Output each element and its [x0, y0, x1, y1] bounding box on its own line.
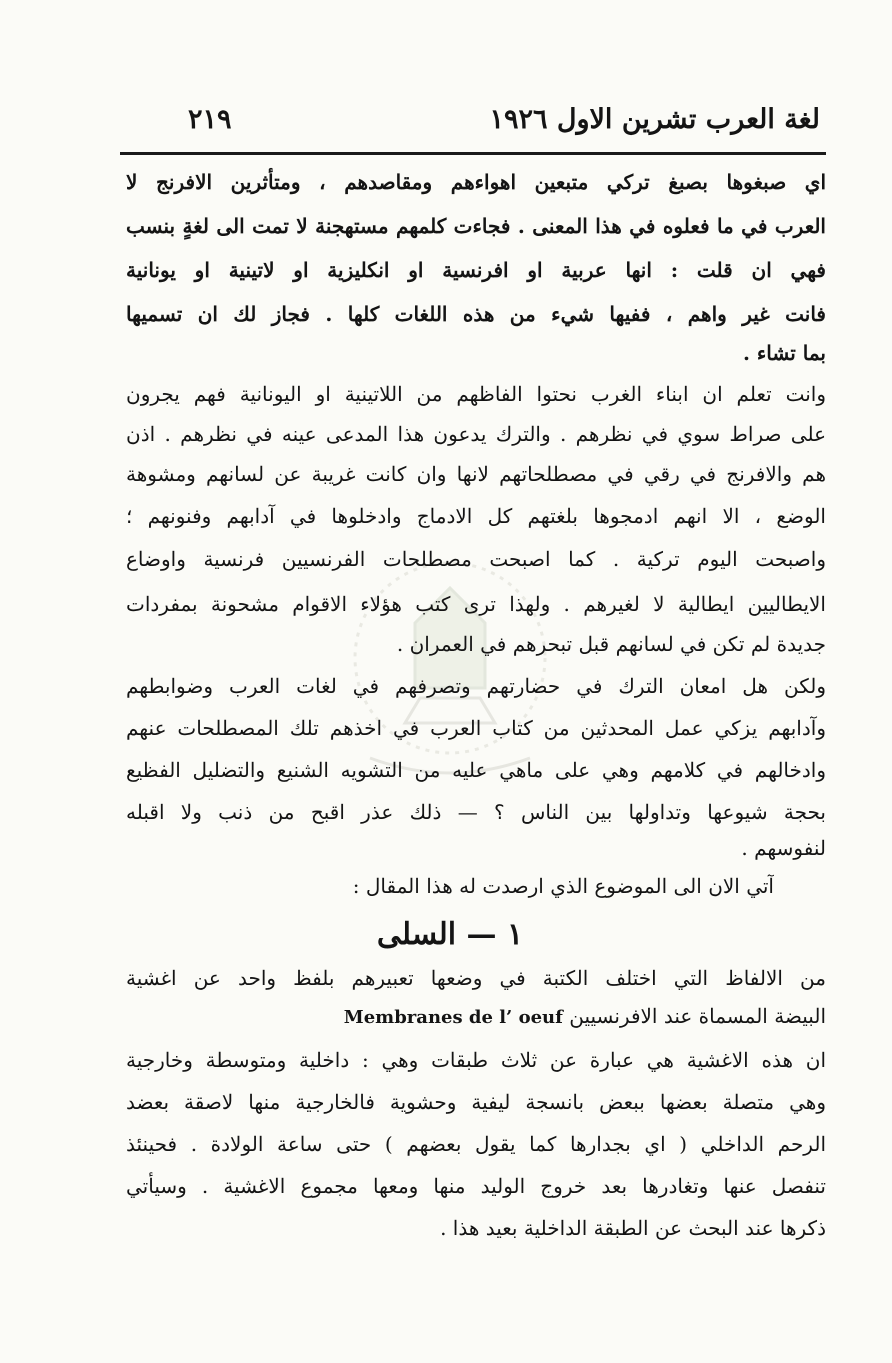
text-line: وانت تعلم ان ابناء الغرب نحتوا الفاظهم من اللاتينية او اليونانية فهم يجرون	[126, 382, 826, 406]
text-line: وادخالهم في كلامهم وهي على ماهي عليه من التشويه الشنيع والتضليل الفظيع	[126, 758, 826, 782]
text-line: وآدابهم يزكي عمل المحدثين من كتاب العرب في اخذهم تلك المصطلحات عنهم	[126, 716, 826, 740]
intro-line: آتي الان الى الموضوع الذي ارصدت له هذا المقال :	[352, 874, 774, 898]
text-line: فانت غير واهم ، ففيها شيء من هذه اللغات كلها . فجاز لك ان تسميها	[126, 302, 826, 326]
text-line: ذكرها عند البحث عن الطبقة الداخلية بعيد هذا .	[440, 1216, 826, 1240]
text-line: على صراط سوي في نظرهم . والترك يدعون هذا المدعى عينه في نظرهم . اذن	[126, 422, 826, 446]
header-rule	[120, 152, 826, 155]
text-line: الرحم الداخلي ( اي بجدارها كما يقول بعضهم ) حتى ساعة الولادة . فحينئذ	[126, 1132, 826, 1156]
text-line-with-french-term	[126, 996, 826, 1036]
text-line: واصبحت اليوم تركية . كما اصبحت مصطلحات الفرنسيين فرنسية واوضاع	[126, 547, 826, 571]
text-line: فهي ان قلت : انها عربية او افرنسية او انكليزية او لاتينية او يونانية	[126, 258, 826, 282]
text-line: الايطاليين ايطالية لا لغيرهم . ولهذا ترى كتب هؤلاء الاقوام مشحونة بمفردات	[126, 592, 826, 616]
page-header	[120, 100, 820, 148]
text-line: هم والافرنج في رقي في مصطلحاتهم لانها وان كانت غريبة عن لسانهم ومشوهة	[126, 462, 826, 486]
text-line: ان هذه الاغشية هي عبارة عن ثلاث طبقات وهي : داخلية ومتوسطة وخارجية	[126, 1048, 826, 1072]
text-line: وهي متصلة بعضها ببعض بانسجة ليفية وحشوية فالخارجية منها لاصقة بعضد	[126, 1090, 826, 1114]
running-title: لغة العرب تشرين الاول ١٩٢٦	[489, 104, 820, 135]
text-line: بحجة شيوعها وتداولها بين الناس ؟ — ذلك عذر اقبح من ذنب ولا اقبله	[126, 800, 826, 824]
text-line: الوضع ، الا انهم ادمجوها بلغتهم كل الادماج وادخلوها في آدابهم وفنونهم ؛	[126, 504, 826, 528]
page-number: ٢١٩	[188, 104, 232, 135]
text-segment: البيضة المسماة عند الافرنسيين	[569, 1004, 826, 1028]
text-line: لنفوسهم .	[741, 836, 826, 860]
text-line: اي صبغوها بصبغ تركي متبعين اهواءهم ومقاصدهم ، ومتأثرين الافرنج لا	[126, 170, 826, 194]
text-line: بما تشاء .	[742, 341, 826, 365]
text-line: العرب في ما فعلوه في هذا المعنى . فجاءت كلمهم مستهجنة لا تمت الى لغةٍ بنسب	[126, 214, 826, 238]
text-line: جديدة لم تكن في لسانهم قبل تبحرهم في العمران .	[396, 632, 826, 656]
text-line: من الالفاظ التي اختلف الكتبة في وضعها تعبيرهم بلفظ واحد عن اغشية	[126, 966, 826, 990]
french-term: Membranes de l’ oeuf	[343, 1007, 563, 1028]
text-line: ولكن هل امعان الترك في حضارتهم وتصرفهم في لغات العرب وضوابطهم	[126, 674, 826, 698]
section-heading: ١ — السلى	[376, 917, 524, 952]
text-line: تنفصل عنها وتغادرها بعد خروج الوليد منها ومعها مجموع الاغشية . وسيأتي	[126, 1174, 826, 1198]
